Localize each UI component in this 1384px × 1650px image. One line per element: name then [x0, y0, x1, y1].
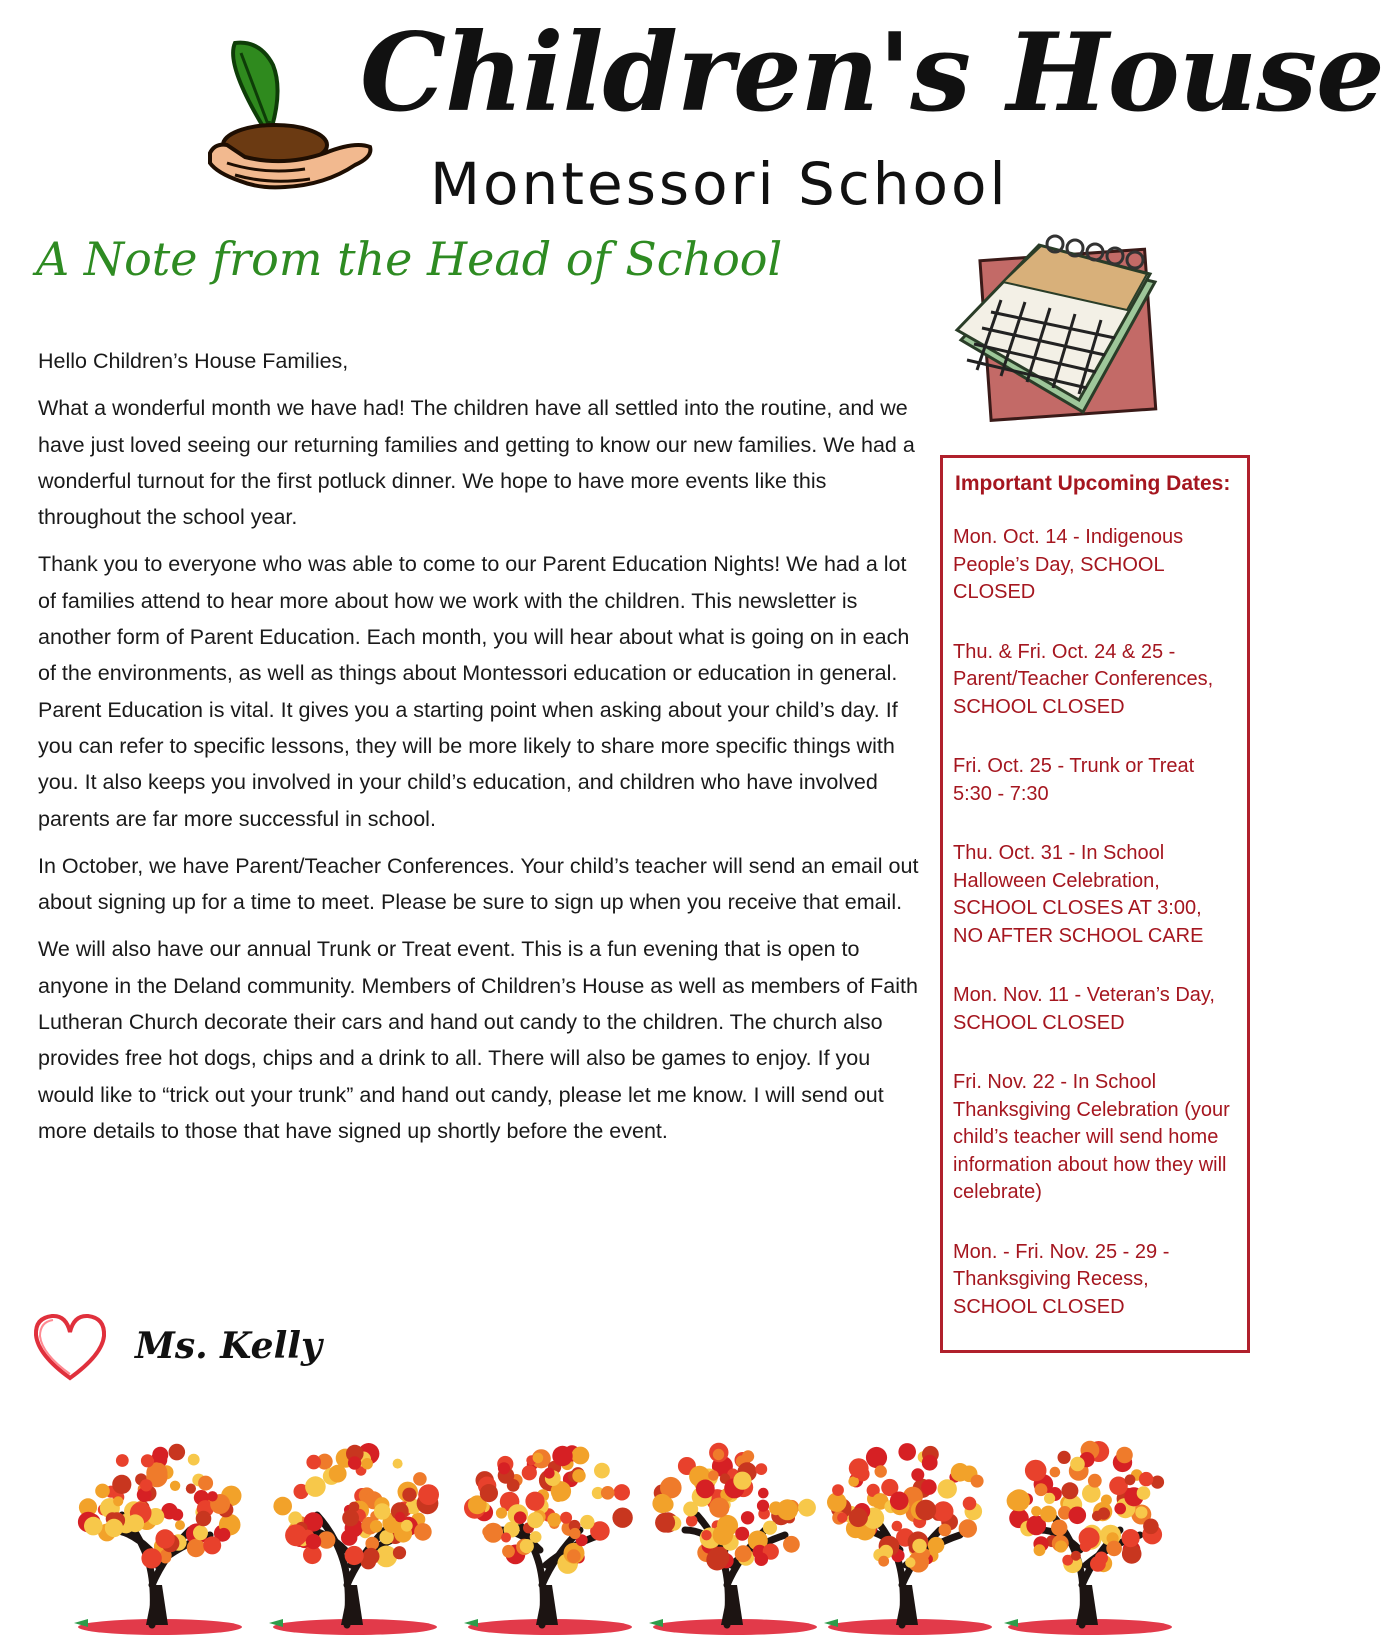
autumn-tree-icon [460, 1435, 640, 1640]
school-name: Children's House [360, 10, 1384, 136]
autumn-tree-icon [820, 1435, 1000, 1640]
date-item: Fri. Nov. 22 - In School Thanksgiving Celebration (your child’s teacher will send home information about how they will celebrate) [953, 1071, 1230, 1203]
page-title: A Note from the Head of School [36, 232, 783, 286]
plant-in-hand-icon [205, 35, 380, 205]
letter-paragraph: Thank you to everyone who was able to come to our Parent Education Nights! We had a lot of families attend to hear more about how we work with the children. This newsletter is another form of Parent Education. Each month, you will hear about what is going on in each of the environments, as well as things about Montessori education or education in general. Parent Education is vital. It gives you a starting point when asking about your child’s day. If you can refer to specific lessons, they will be more likely to share more specific things with you. It also keeps you involved in your child’s education, and children who have involved parents are far more successful in school. [38, 552, 910, 831]
signature: Ms. Kelly [135, 1325, 322, 1367]
letter-body [38, 343, 926, 1160]
upcoming-dates-heading: Important Upcoming Dates: [955, 472, 1231, 495]
upcoming-dates-box [940, 455, 1250, 1353]
date-item: Mon. Oct. 14 - Indigenous People’s Day, SCHOOL CLOSED [953, 526, 1184, 603]
letter-greeting: Hello Children’s House Families, [38, 349, 349, 373]
date-item: Thu. Oct. 31 - In School Halloween Celebration, SCHOOL CLOSES AT 3:00, NO AFTER SCHOOL CARE [953, 842, 1204, 947]
date-item: Thu. & Fri. Oct. 24 & 25 - Parent/Teacher Conferences, SCHOOL CLOSED [953, 640, 1214, 718]
date-item: Mon. - Fri. Nov. 25 - 29 - Thanksgiving Recess, SCHOOL CLOSED [953, 1240, 1170, 1318]
letter-paragraph: In October, we have Parent/Teacher Conferences. Your child’s teacher will send an email out about signing up for a time to meet. Please be sure to sign up when you receive that email. [38, 853, 919, 915]
letter-paragraph: We will also have our annual Trunk or Treat event. This is a fun evening that is open to anyone in the Deland community. Members of Children’s House as well as members of Faith Lutheran Church decorate their cars and hand out candy to the children. The church also provides free hot dogs, chips and a drink to all. There will also be games to enjoy. If you would like to “trick out your trunk” and hand out candy, please let me know. I will send out more details to those that have signed up shortly before the event. [38, 937, 918, 1143]
autumn-tree-icon [70, 1435, 250, 1640]
autumn-tree-icon [1000, 1435, 1180, 1640]
letter-paragraph: What a wonderful month we have had! The children have all settled into the routine, and we have just loved seeing our returning families and getting to know our new families. We had a wonderful turnout for the first potluck dinner. We hope to have more events like this throughout the school year. [38, 396, 915, 530]
autumn-tree-icon [645, 1435, 825, 1640]
calendar-icon [955, 230, 1195, 435]
school-subtitle: Montessori School [430, 150, 1009, 218]
date-item: Fri. Oct. 25 - Trunk or Treat 5:30 - 7:30 [953, 755, 1195, 805]
autumn-tree-icon [265, 1435, 445, 1640]
date-item: Mon. Nov. 11 - Veteran’s Day, SCHOOL CLOSED [953, 984, 1215, 1034]
heart-icon [30, 1310, 110, 1385]
